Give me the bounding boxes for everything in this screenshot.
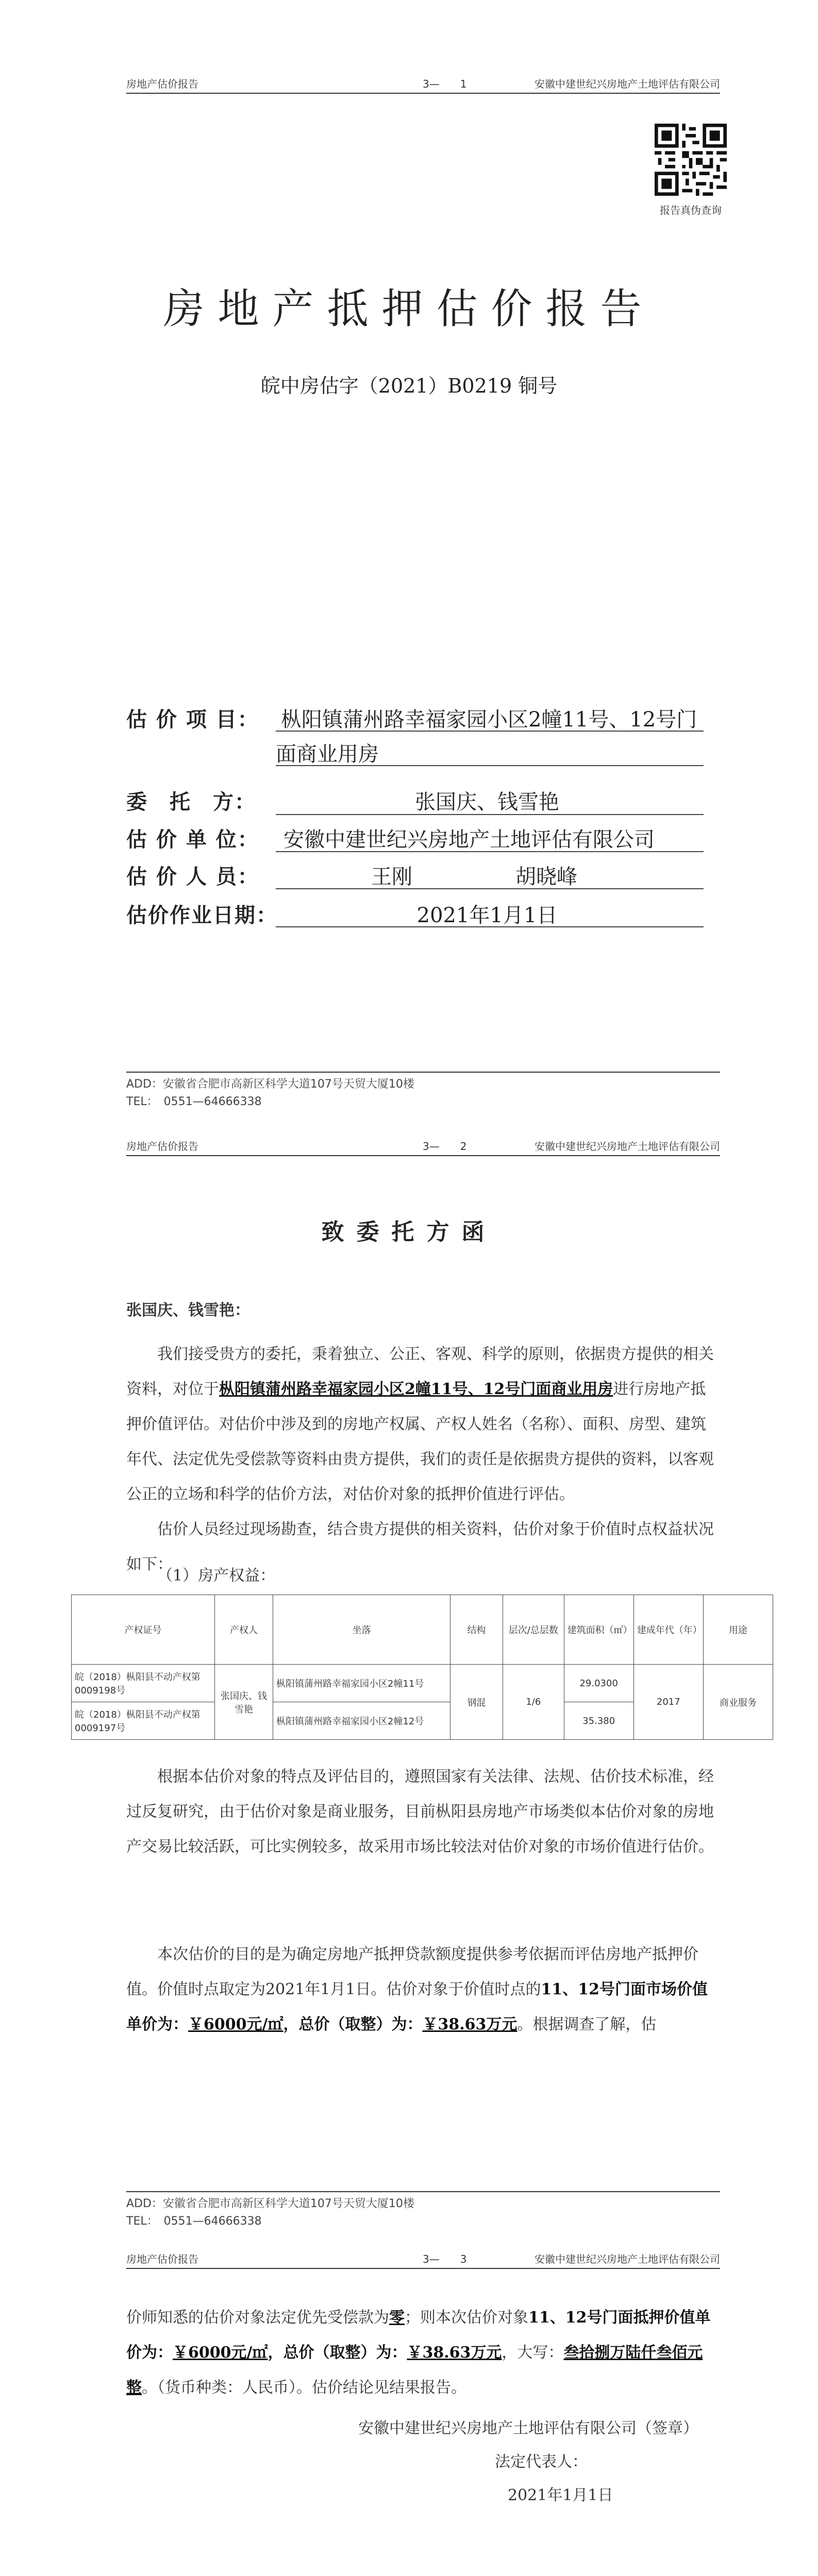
cell-owner: 张国庆、钱雪艳 xyxy=(214,1665,273,1740)
p5-priority-amount: 零 xyxy=(389,2309,405,2327)
table-header: 产权人 xyxy=(214,1595,273,1665)
page-footer xyxy=(126,1072,720,1111)
p5-unit-price: ￥6000元/㎡ xyxy=(173,2344,268,2362)
header-title: 房地产估价报告 xyxy=(126,78,198,90)
paragraph-3 xyxy=(126,1759,719,1865)
signature-company: 安徽中建世纪兴房地产土地评估有限公司（签章） xyxy=(358,2419,698,2437)
document-number: 皖中房估字（2021）B0219 铜号 xyxy=(260,375,558,397)
paragraph-1 xyxy=(126,1337,719,1512)
table-header: 产权证号 xyxy=(72,1595,215,1665)
info-label-project: 估 价 项 目： xyxy=(126,707,259,732)
underline xyxy=(276,731,704,732)
page-header xyxy=(126,77,720,94)
paragraph-3-text: 根据本估价对象的特点及评估目的，遵照国家有关法律、法规、估价技术标准，经过反复研究，由于估价对象是商业服务，目前枞阳县房地产市场类似本估价对象的房地产交易比较活跃，可比实例较多，故采用市场比较法对估价对象的市场价值进行估价。 xyxy=(126,1768,714,1856)
p4-unit-price: ￥6000元/㎡ xyxy=(188,2015,283,2033)
info-value-client: 张国庆、钱雪艳 xyxy=(415,790,559,814)
table-header-row xyxy=(72,1595,773,1665)
p5-text-2: ；则本次估价对象 xyxy=(405,2309,528,2327)
cell-floor: 1/6 xyxy=(503,1665,564,1740)
report-title: 房地产抵押估价报告 xyxy=(163,285,655,333)
p4-price-label: 11、12号门面市场价值单价为： xyxy=(126,1980,708,2033)
table-header: 用途 xyxy=(703,1595,773,1665)
underline xyxy=(276,888,704,889)
footer-address: ADD：安徽省合肥市高新区科学大道107号天贸大厦10楼 xyxy=(126,1078,414,1091)
cell-use: 商业服务 xyxy=(703,1665,773,1740)
info-value-appraisers: 王刚 胡晓峰 xyxy=(371,865,577,889)
qr-caption: 报告真伪查询 xyxy=(660,204,722,216)
letter-title: 致委托方函 xyxy=(321,1219,497,1245)
header-page-number: 3— 1 xyxy=(423,78,467,90)
footer-tel: TEL： 0551—64666338 xyxy=(126,1095,262,1108)
cell-cert-number: 皖（2018）枞阳县不动产权第0009198号 xyxy=(72,1665,215,1702)
subheading-rights: （1）房产权益： xyxy=(157,1567,276,1585)
table-row xyxy=(72,1665,773,1702)
info-label-appraisers: 估 价 人 员： xyxy=(126,865,259,889)
table-header: 坐落 xyxy=(273,1595,450,1665)
header-page-number: 3— 2 xyxy=(423,1140,467,1153)
p5-capital-label: ，大写： xyxy=(502,2344,564,2362)
p5-total-label: ，总价（取整）为： xyxy=(268,2344,407,2362)
info-label-date: 估价作业日期： xyxy=(126,903,278,927)
paragraph-1-end: 进行房地产抵押价值评估。对估价中涉及到的房地产权属、产权人姓名（名称）、面积、房型、建筑年代、法定优先受偿款等资料由贵方提供，我们的责任是依据贵方提供的资料，以客观公正的立场和科学的估价方法，对估价对象的抵押价值进行评估。 xyxy=(126,1380,714,1503)
info-value-date: 2021年1月1日 xyxy=(416,904,558,927)
p5-text: 价师知悉的估价对象法定优先受偿款为 xyxy=(126,2309,389,2327)
p4-text: 本次估价的目的是为确定房地产抵押贷款额度提供参考依据而评估房地产抵押价值。价值时点取定为2021年1月1日。估价对象于价值时点的 xyxy=(126,1945,698,1998)
p5-text-end: 。（货币种类：人民币）。估价结论见结果报告。 xyxy=(142,2379,466,2397)
qr-code-icon xyxy=(655,124,727,196)
property-rights-table xyxy=(71,1595,773,1740)
letter-addressee: 张国庆、钱雪艳： xyxy=(126,1301,250,1319)
page-header xyxy=(126,2252,720,2269)
signature-representative: 法定代表人： xyxy=(495,2453,588,2471)
cell-structure: 钢混 xyxy=(450,1665,503,1740)
page-header xyxy=(126,1140,720,1156)
paragraph-2-text: 估价人员经过现场勘查，结合贵方提供的相关资料，估价对象于价值时点权益状况如下： xyxy=(126,1520,714,1573)
cell-cert-number: 皖（2018）枞阳县不动产权第0009197号 xyxy=(72,1702,215,1740)
table-header: 建筑面积（㎡） xyxy=(564,1595,633,1665)
page-footer xyxy=(126,2191,720,2230)
report-page-1 xyxy=(0,0,818,1139)
p5-total-price: ￥38.63万元 xyxy=(407,2344,502,2362)
cell-location: 枞阳镇蒲州路幸福家园小区2幢12号 xyxy=(273,1702,450,1740)
header-company: 安徽中建世纪兴房地产土地评估有限公司 xyxy=(535,78,720,90)
signature-date: 2021年1月1日 xyxy=(508,2486,613,2504)
table-header: 结构 xyxy=(450,1595,503,1665)
p5-price-label: 11、12号门面抵押价值单价为： xyxy=(126,2309,711,2362)
underline xyxy=(276,765,704,766)
header-title: 房地产估价报告 xyxy=(126,2253,198,2265)
cell-area: 29.0300 xyxy=(564,1665,633,1702)
paragraph-5 xyxy=(126,2300,719,2405)
paragraph-1-start: 我们接受贵方的委托，秉着独立、公正、客观、科学的原则，依据贵方提供的相关资料，对位于 xyxy=(126,1345,714,1398)
info-label-unit: 估 价 单 位： xyxy=(126,827,259,852)
underline xyxy=(276,926,704,927)
table-header: 建成年代（年） xyxy=(633,1595,703,1665)
cell-year: 2017 xyxy=(633,1665,703,1740)
info-label-client: 委 托 方： xyxy=(126,790,256,814)
cell-location: 枞阳镇蒲州路幸福家园小区2幢11号 xyxy=(273,1665,450,1702)
underline xyxy=(276,814,704,815)
footer-address: ADD：安徽省合肥市高新区科学大道107号天贸大厦10楼 xyxy=(126,2197,414,2210)
info-value-project: 枞阳镇蒲州路幸福家园小区2幢11号、12号门 xyxy=(281,708,697,732)
footer-tel: TEL： 0551—64666338 xyxy=(126,2215,262,2228)
header-company: 安徽中建世纪兴房地产土地评估有限公司 xyxy=(535,2253,720,2265)
p4-text-end: 。根据调查了解，估 xyxy=(517,2015,657,2033)
p5-capital-amount: 叁拾捌万陆仟叁佰元整 xyxy=(126,2344,703,2397)
header-title: 房地产估价报告 xyxy=(126,1140,198,1153)
p4-total-label: ，总价（取整）为： xyxy=(283,2015,423,2033)
paragraph-4 xyxy=(126,1937,719,2042)
p4-total-price: ￥38.63万元 xyxy=(422,2015,517,2033)
header-page-number: 3— 3 xyxy=(423,2253,467,2265)
header-company: 安徽中建世纪兴房地产土地评估有限公司 xyxy=(535,1140,720,1153)
cell-area: 35.380 xyxy=(564,1702,633,1740)
underline xyxy=(276,851,704,852)
table-header: 层次/总层数 xyxy=(503,1595,564,1665)
info-value-unit: 安徽中建世纪兴房地产土地评估有限公司 xyxy=(283,828,655,852)
info-value-project-cont: 面商业用房 xyxy=(276,742,379,766)
property-address: 枞阳镇蒲州路幸福家园小区2幢11号、12号门面商业用房 xyxy=(219,1380,613,1398)
